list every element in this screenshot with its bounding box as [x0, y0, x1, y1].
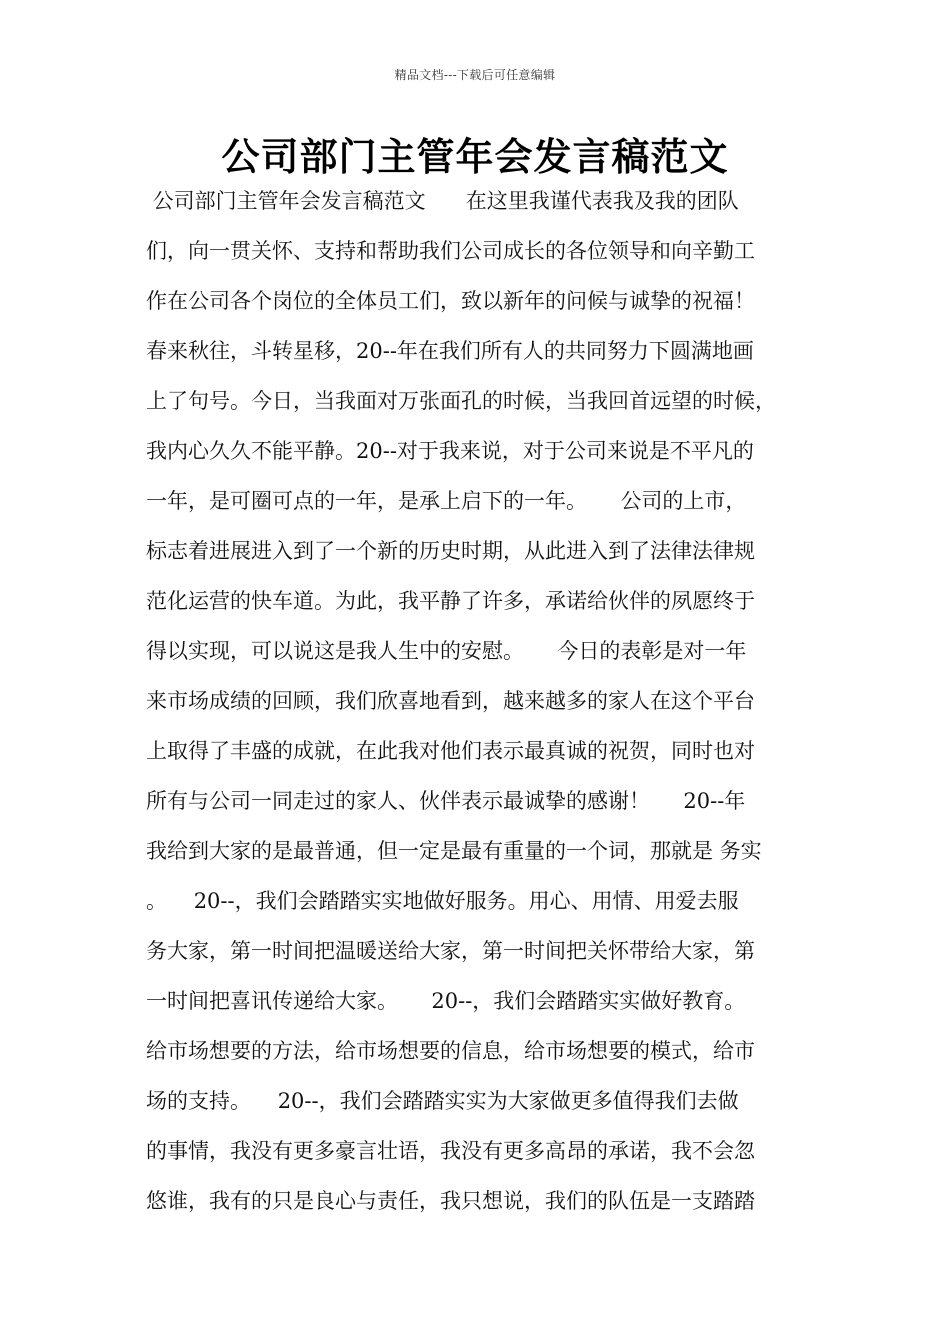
document-title: 公司部门主管年会发言稿范文	[221, 135, 729, 179]
body-line: 上了句号。今日，当我面对万张面孔的时候，当我回首远望的时候，	[146, 389, 776, 413]
body-line: 范化运营的快车道。为此，我平静了许多，承诺给伙伴的夙愿终于	[146, 589, 755, 613]
body-line: 务大家，第一时间把温暖送给大家，第一时间把关怀带给大家，第	[146, 939, 755, 963]
body-line: 们，向一贯关怀、支持和帮助我们公司成长的各位领导和向辛勤工	[146, 239, 755, 263]
body-line: 标志着进展进入到了一个新的历史时期，从此进入到了法律法律规	[146, 539, 755, 563]
body-line: 我内心久久不能平静。20--对于我来说，对于公司来说是不平凡的	[146, 439, 754, 463]
document-body	[146, 176, 846, 1226]
body-line: 一年，是可圈可点的一年，是承上启下的一年。 公司的上市，	[146, 489, 747, 513]
body-line: 给市场想要的方法，给市场想要的信息，给市场想要的模式，给市	[146, 1039, 755, 1063]
body-line: 悠谁，我有的只是良心与责任，我只想说，我们的队伍是一支踏踏	[146, 1189, 755, 1213]
body-line: 所有与公司一同走过的家人、伙伴表示最诚挚的感谢！ 20--年	[146, 789, 746, 813]
body-line: 公司部门主管年会发言稿范文 在这里我谨代表我及我的团队	[146, 189, 739, 213]
body-line: 的事情，我没有更多豪言壮语，我没有更多高昂的承诺，我不会忽	[146, 1139, 755, 1163]
body-line: 我给到大家的是最普通，但一定是最有重量的一个词，那就是 务实	[146, 839, 762, 863]
body-line: 一时间把喜讯传递给大家。 20--，我们会踏踏实实做好教育。	[146, 989, 746, 1013]
body-line: 。 20--，我们会踏踏实实地做好服务。用心、用情、用爱去服	[146, 889, 739, 913]
body-line: 场的支持。 20--，我们会踏踏实实为大家做更多值得我们去做	[146, 1089, 739, 1113]
body-line: 来市场成绩的回顾，我们欣喜地看到，越来越多的家人在这个平台	[146, 689, 755, 713]
page-header-note: 精品文档---下载后可任意编辑	[394, 68, 556, 82]
body-line: 上取得了丰盛的成就，在此我对他们表示最真诚的祝贺，同时也对	[146, 739, 755, 763]
body-line: 得以实现，可以说这是我人生中的安慰。 今日的表彰是对一年	[146, 639, 747, 663]
body-line: 作在公司各个岗位的全体员工们，致以新年的问候与诚挚的祝福！	[146, 289, 755, 313]
body-line: 春来秋往，斗转星移，20--年在我们所有人的共同努力下圆满地画	[146, 339, 754, 363]
